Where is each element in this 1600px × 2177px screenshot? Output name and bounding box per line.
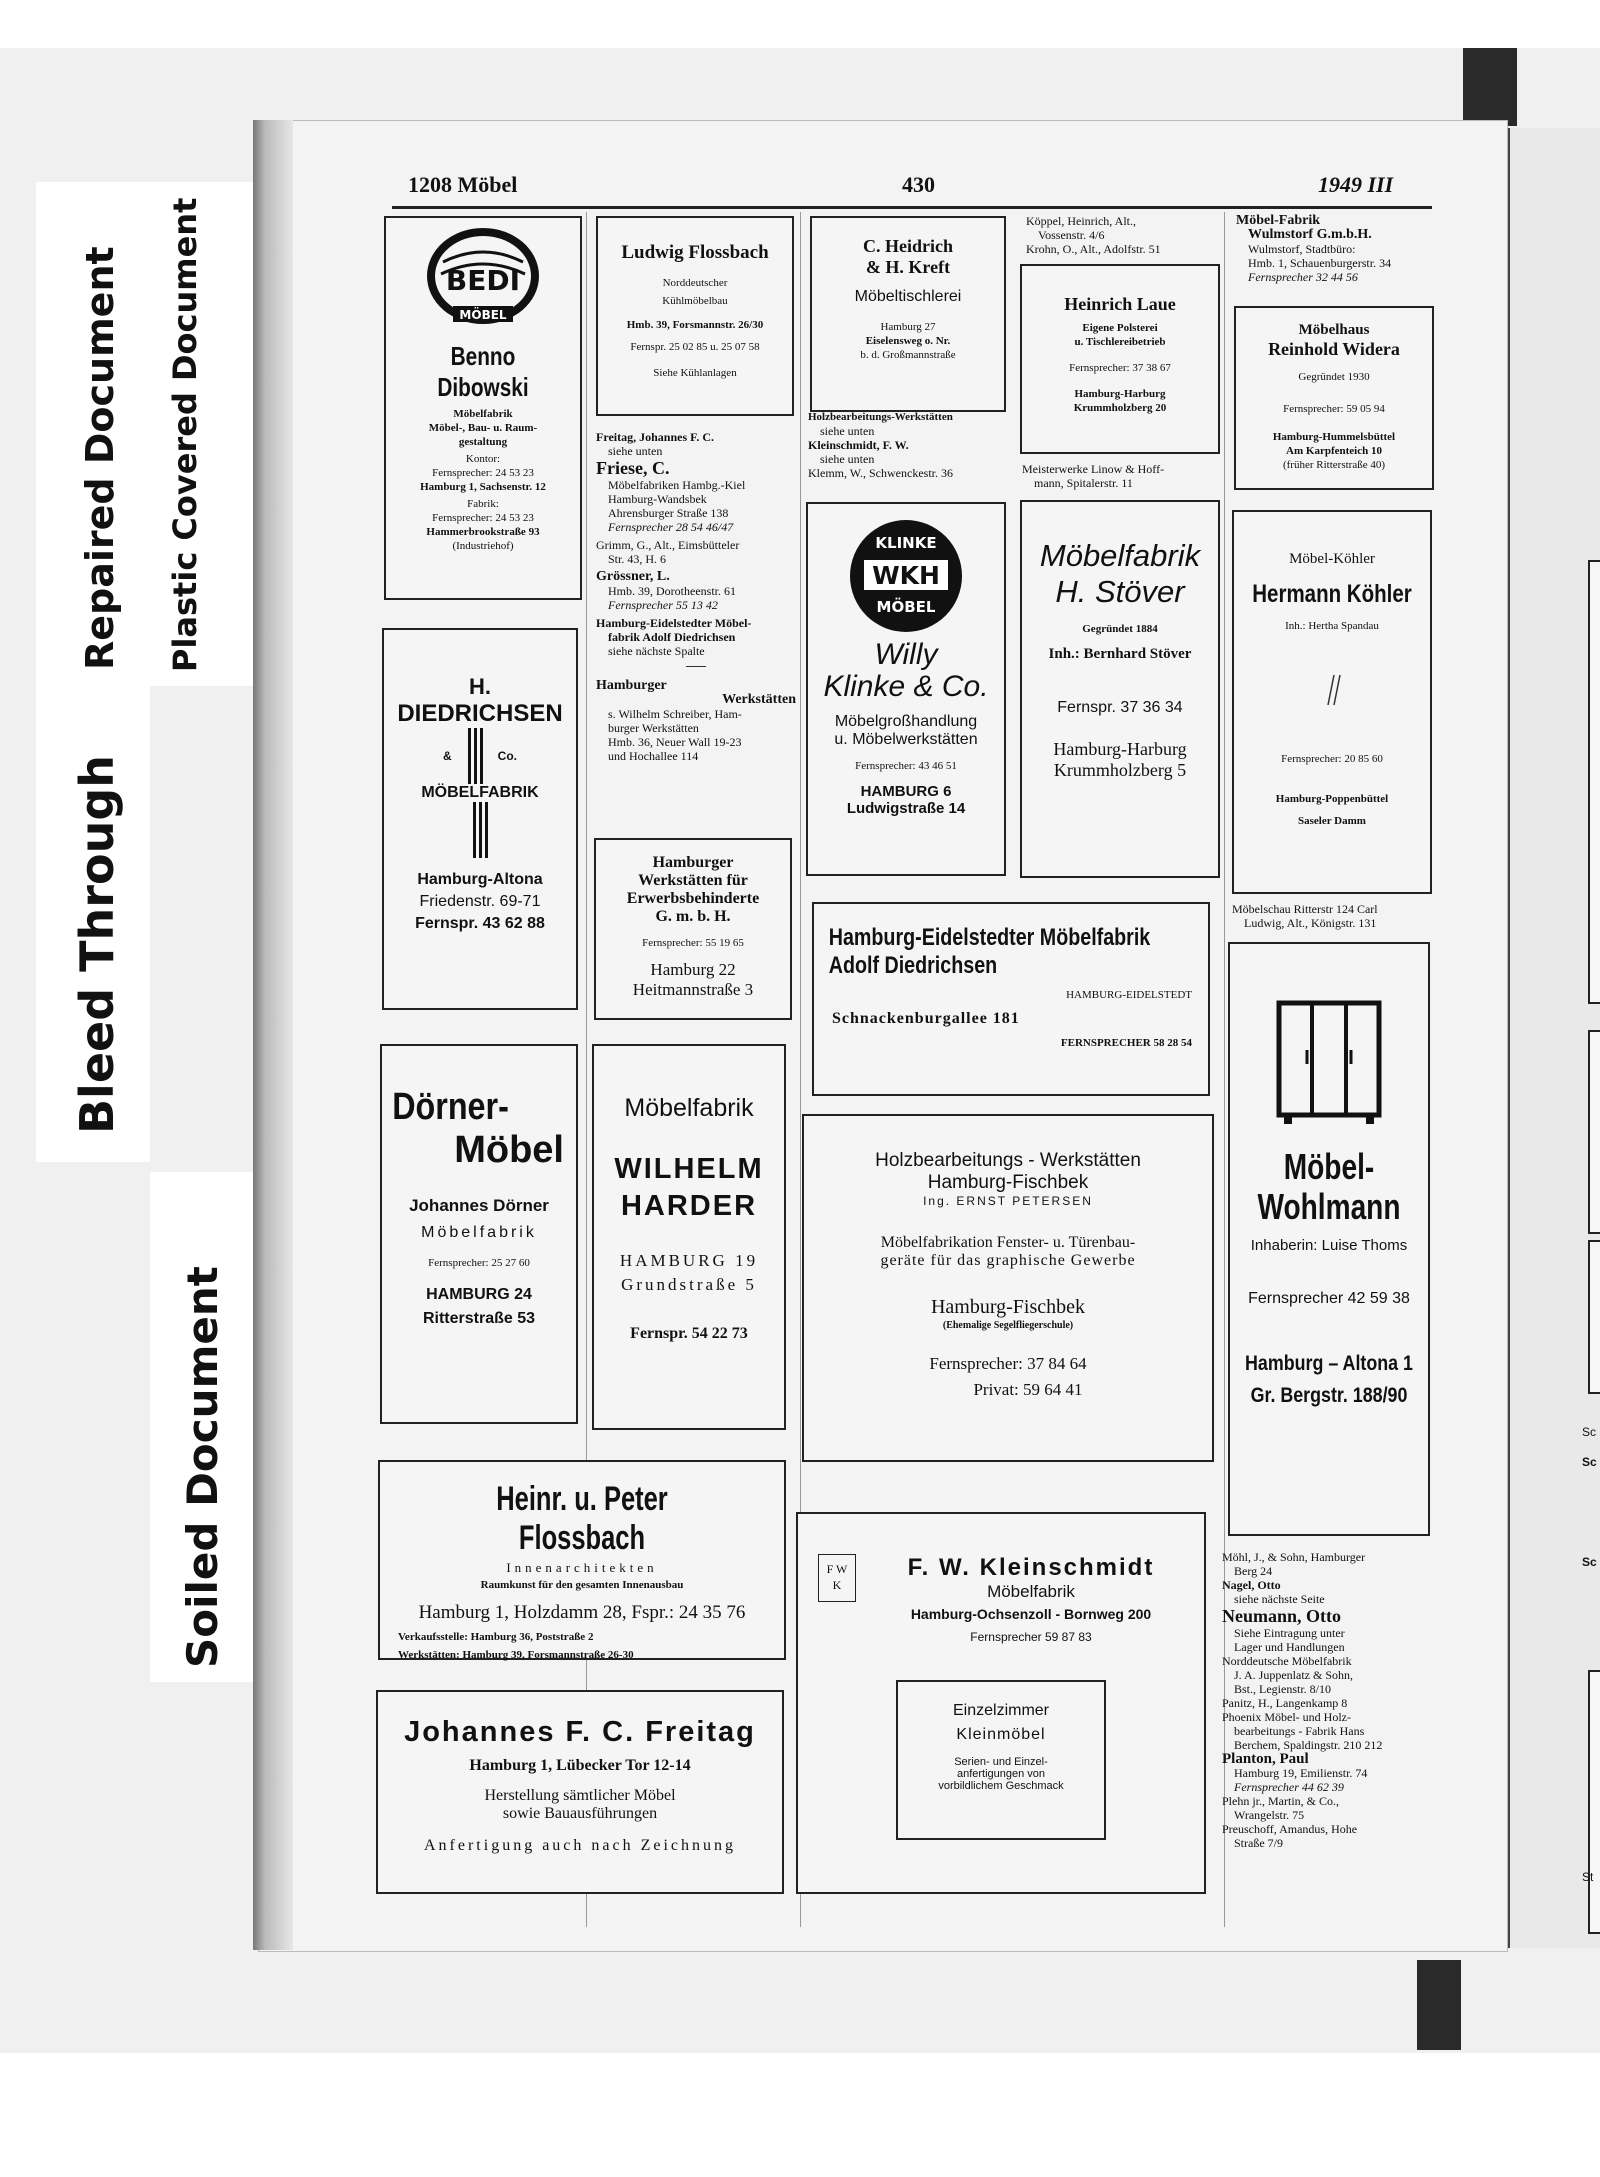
listing-entry: Panitz, H., Langenkamp 8 [1222, 1696, 1348, 1710]
listing-entry: Siehe Eintragung unter [1234, 1626, 1345, 1640]
ad-line: Kleinmöbel [956, 1726, 1046, 1743]
listing-entry: siehe unten [608, 444, 663, 458]
company-name: Heinr. u. Peter Flossbach [496, 1480, 668, 1557]
ad-line: Inhaberin: Luise Thoms [1250, 1237, 1408, 1254]
ad-title: Möbel [454, 1129, 564, 1171]
double-slash-icon [1322, 673, 1342, 707]
listing-entry: J. A. Juppenlatz & Sohn, [1234, 1668, 1353, 1682]
ad-line: Möbelfabrikation Fenster- u. Türenbau- [880, 1234, 1136, 1251]
ad-line: Fernspr. 25 02 85 u. 25 07 58 [630, 341, 760, 353]
ad-line: G. m. b. H. [655, 908, 731, 925]
listing-entry: Hmb. 36, Neuer Wall 19-23 [608, 735, 742, 749]
listing-entry: Freitag, Johannes F. C. [596, 430, 715, 444]
listing-entry: burger Werkstätten [608, 721, 699, 735]
ad-line: H. [469, 674, 491, 699]
scan-top-margin [0, 0, 1600, 48]
ad-line: Hamburg 1, Holzdamm 28, Fspr.: 24 35 76 [418, 1602, 746, 1623]
company-name: Benno Dibowski [437, 341, 529, 402]
listing-entry: Str. 43, H. 6 [608, 552, 667, 566]
header-rule [392, 206, 1432, 209]
directory-listing-wulmstorf [1236, 214, 1436, 284]
line: Hammerbrookstraße 93 [426, 526, 540, 538]
listing-entry: Möbelschau Ritterstr 124 Carl [1232, 902, 1378, 916]
listing-entry: Werkstätten [722, 692, 796, 707]
bedi-logo-text: BEDI [445, 264, 521, 297]
listing-entry: Planton, Paul [1222, 1751, 1309, 1767]
listing-entry: Fernsprecher 44 62 39 [1234, 1780, 1344, 1794]
ad-line: Co. [497, 749, 517, 763]
listing-entry: bearbeitungs - Fabrik Hans [1234, 1724, 1365, 1738]
ad-line: Eigene Polsterei [1082, 322, 1158, 334]
ad-line: Serien- und Einzel- [954, 1756, 1048, 1768]
listing-entry: Hamburg-Wandsbek [608, 492, 707, 506]
listing-entry: Möbel-Fabrik [1236, 213, 1320, 228]
listing-entry: siehe nächste Spalte [608, 644, 705, 658]
listing-entry: Grössner, L. [596, 569, 670, 584]
ad-line: Werkstätten für [638, 872, 748, 889]
company-name: Möbel- [1283, 1146, 1375, 1187]
line: Fabrik: [467, 498, 499, 510]
ad-eidelstedter-moebelfabrik [812, 902, 1210, 1096]
ad-line: Hamburg 1, Lübecker Tor 12-14 [469, 1757, 691, 1774]
bedi-logo-sub: MÖBEL [459, 308, 507, 322]
directory-listing [1022, 462, 1222, 490]
ad-doerner-moebel [380, 1044, 578, 1424]
ad-hermann-koehler [1232, 510, 1432, 894]
ad-line: Hamburg-Ochsenzoll - Bornweg 200 [910, 1606, 1152, 1622]
ad-line: u. Möbelwerkstätten [834, 731, 978, 748]
ad-line: HAMBURG 6 [860, 783, 952, 800]
ad-willy-klinke [806, 502, 1006, 876]
ad-line: Ing. ERNST PETERSEN [923, 1194, 1093, 1208]
ad-line: Friedenstr. 69-71 [419, 893, 541, 910]
ad-line: Möbelfabrik [421, 1224, 537, 1241]
ad-line: Gegründet 1884 [1082, 623, 1158, 635]
listing-entry: Phoenix Möbel- und Holz- [1222, 1710, 1351, 1724]
directory-listing [1222, 1550, 1432, 1850]
directory-listing [1232, 902, 1432, 930]
ad-line: Möbeltischlerei [854, 288, 962, 305]
ad-line: Kühlmöbelbau [662, 295, 728, 307]
listing-entry: Fernsprecher 28 54 46/47 [608, 520, 734, 534]
logo-text: F W [826, 1562, 848, 1576]
ad-benno-dibowski [384, 216, 582, 600]
ad-line: sowie Bauausführungen [502, 1805, 658, 1822]
listing-entry: Preuschoff, Amandus, Hohe [1222, 1822, 1358, 1836]
binding-tab [1463, 48, 1517, 126]
facing-page-text: Sc [1582, 1425, 1597, 1439]
ad-johannes-freitag [376, 1690, 784, 1894]
listing-entry: Vossenstr. 4/6 [1038, 228, 1105, 242]
company-name: WILHELM [614, 1153, 764, 1185]
company-name: Hamburg-Eidelstedter Möbelfabrik [828, 924, 1151, 951]
ad-line: Hmb. 39, Forsmannstr. 26/30 [626, 319, 764, 331]
ad-line: HAMBURG 24 [426, 1286, 532, 1303]
ad-line: vorbildlichem Geschmack [938, 1780, 1064, 1792]
line: Fernsprecher: 24 53 23 [432, 512, 534, 524]
soiled-document-label: Soiled Document [178, 1266, 227, 1668]
ad-heinrich-laue [1020, 264, 1220, 454]
line: Möbel-, Bau- u. Raum- [428, 422, 538, 434]
listing-entry: Hamburg 19, Emilienstr. 74 [1234, 1766, 1368, 1780]
company-name: Hamburg-Fischbek [927, 1172, 1089, 1193]
wkh-logo-mid: WKH [872, 561, 940, 590]
bedi-logo-icon [423, 224, 543, 334]
company-name: Wohlmann [1257, 1186, 1401, 1227]
ad-line: Fernsprecher: 55 19 65 [642, 937, 744, 949]
bleed-through-label: Bleed Through [70, 754, 124, 1134]
pillar-icon [466, 728, 484, 784]
listing-entry: siehe nächste Seite [1234, 1592, 1325, 1606]
listing-entry: Bst., Legienstr. 8/10 [1234, 1682, 1331, 1696]
ad-line: Krummholzberg 5 [1053, 760, 1187, 780]
listing-entry: Köppel, Heinrich, Alt., [1026, 214, 1136, 228]
page-number: 430 [902, 172, 935, 197]
ad-line: anfertigungen von [956, 1768, 1046, 1780]
listing-entry: Ahrensburger Straße 138 [608, 506, 729, 520]
listing-entry: mann, Spitalerstr. 11 [1034, 476, 1133, 490]
company-name: Möbelfabrik [1039, 538, 1201, 573]
ad-line: Innenarchitekten [506, 1560, 658, 1575]
page-header-left: 1208 Möbel [408, 172, 518, 197]
ad-line: Fernsprecher: 25 27 60 [428, 1257, 530, 1269]
listing-entry: Möhl, J., & Sohn, Hamburger [1222, 1550, 1366, 1564]
ad-line: FERNSPRECHER 58 28 54 [1060, 1037, 1192, 1049]
ad-fw-kleinschmidt [796, 1512, 1206, 1894]
company-name: Klinke & Co. [823, 670, 989, 703]
ad-line: Fernsprecher: 37 38 67 [1069, 362, 1171, 374]
listing-entry: Hmb. 39, Dorotheenstr. 61 [608, 584, 736, 598]
listing-entry: siehe unten [820, 424, 875, 438]
ad-line: Werkstätten: Hamburg 39, Forsmannstraße 26-30 [398, 1649, 634, 1661]
ad-line: Möbelfabrik [987, 1582, 1075, 1601]
line: (Industriehof) [452, 540, 514, 552]
company-name: & H. Kreft [865, 257, 951, 277]
ad-line: Fernspr. 43 62 88 [415, 915, 545, 932]
facing-page-text: Sc [1582, 1455, 1597, 1469]
ad-line: (früher Ritterstraße 40) [1282, 459, 1385, 471]
wkh-logo-top: KLINKE [875, 534, 937, 552]
ad-line: Möbel-Köhler [1289, 551, 1375, 567]
company-name: Reinhold Widera [1268, 339, 1400, 359]
ad-inset-box [896, 1680, 1106, 1840]
facing-page [1508, 128, 1600, 1948]
ad-line: Hamburg-Hummelsbüttel [1272, 431, 1396, 443]
ad-line: Privat: 59 64 41 [973, 1380, 1083, 1399]
ad-diedrichsen [382, 628, 578, 1010]
listing-entry: Meisterwerke Linow & Hoff- [1022, 462, 1165, 476]
ad-line: Hamburg-Poppenbüttel [1275, 793, 1389, 805]
ad-line: Inh.: Hertha Spandau [1285, 620, 1379, 632]
ad-line: Hamburg 27 [880, 321, 936, 333]
ad-line: Hamburg – Altona 1 [1245, 1352, 1413, 1375]
listing-entry: fabrik Adolf Diedrichsen [608, 630, 736, 644]
ad-line: (Ehemalige Segelfliegerschule) [942, 1320, 1074, 1331]
company-name: Hermann Köhler [1252, 580, 1412, 608]
ad-heinr-peter-flossbach [378, 1460, 786, 1660]
listing-entry: Krohn, O., Alt., Adolfstr. 51 [1026, 242, 1161, 256]
company-name: HARDER [620, 1190, 758, 1222]
ad-line: Heitmannstraße 3 [632, 980, 754, 999]
listing-entry: Wrangelstr. 75 [1234, 1808, 1305, 1822]
ad-line: Möbelhaus [1298, 322, 1370, 338]
ad-line: Herstellung sämtlicher Möbel [484, 1787, 676, 1804]
listing-entry: Klemm, W., Schwenckestr. 36 [808, 466, 953, 480]
ad-line: Gegründet 1930 [1298, 371, 1370, 383]
ad-line: Raumkunst für den gesamten Innenausbau [480, 1579, 684, 1591]
listing-entry: Hamburger [596, 678, 667, 693]
page-header-right: 1949 III [1318, 172, 1394, 197]
company-name: Willy [874, 638, 938, 671]
directory-listing [1026, 214, 1222, 256]
listing-entry: siehe unten [820, 452, 875, 466]
ad-line: Ritterstraße 53 [422, 1310, 536, 1327]
ad-line: Fernsprecher: 59 05 94 [1283, 403, 1385, 415]
listing-entry: Lager und Handlungen [1234, 1640, 1345, 1654]
facing-page-box [1588, 1030, 1600, 1234]
listing-entry: Fernsprecher 55 13 42 [608, 598, 718, 612]
column-rule [586, 212, 587, 1927]
ad-moebel-wohlmann [1228, 942, 1430, 1536]
page-binding-shadow [253, 120, 293, 1950]
facing-page-text: St [1582, 1870, 1594, 1884]
ad-line: Fernspr. 37 36 34 [1057, 699, 1183, 716]
pillar-icon [471, 802, 489, 858]
plastic-covered-label: Plastic Covered Document [166, 197, 204, 672]
scan-bottom-margin [0, 2053, 1600, 2177]
ad-title: Dörner- [392, 1086, 509, 1128]
ad-line: & [442, 749, 452, 763]
ad-holzbearbeitungs-fischbek [802, 1114, 1214, 1462]
ad-line: Fernsprecher 59 87 83 [970, 1630, 1092, 1644]
listing-entry: Straße 7/9 [1234, 1836, 1283, 1850]
ad-line: Erwerbsbehinderte [626, 890, 760, 907]
ad-line: Verkaufsstelle: Hamburg 36, Poststraße 2 [398, 1631, 594, 1643]
logo-text: K [832, 1578, 842, 1592]
listing-entry: Hamburg-Eidelstedter Möbel- [596, 616, 752, 630]
ad-reinhold-widera [1234, 306, 1434, 490]
ad-line: Fernsprecher: 20 85 60 [1281, 753, 1383, 765]
line: Hamburg 1, Sachsenstr. 12 [420, 481, 546, 493]
directory-listing [808, 410, 1008, 480]
ad-line: Fernsprecher: 43 46 51 [855, 760, 957, 772]
line: gestaltung [458, 436, 508, 448]
listing-entry: Plehn jr., Martin, & Co., [1222, 1794, 1339, 1808]
ad-heidrich-kreft [810, 216, 1006, 412]
directory-listing [596, 430, 796, 763]
ad-wilhelm-harder [592, 1044, 786, 1430]
ad-line: Saseler Damm [1298, 815, 1366, 827]
ad-line: Hamburg-Altona [417, 871, 543, 888]
listing-entry: Holzbearbeitungs-Werkstätten [808, 411, 953, 423]
ad-line: MÖBELFABRIK [421, 784, 539, 801]
listing-entry: Kleinschmidt, F. W. [808, 438, 909, 452]
company-name: Heinrich Laue [1064, 294, 1176, 314]
facing-page-box [1588, 1670, 1600, 1934]
company-name: Holzbearbeitungs - Werkstätten [875, 1150, 1141, 1171]
company-name: Johannes F. C. Freitag [404, 1716, 756, 1748]
ad-line: Einzelzimmer [952, 1702, 1049, 1719]
listing-entry: Norddeutsche Möbelfabrik [1222, 1654, 1352, 1668]
listing-entry: Hmb. 1, Schauenburgerstr. 34 [1248, 256, 1392, 270]
company-name: DIEDRICHSEN [397, 700, 563, 727]
binding-tab [1417, 1960, 1461, 2050]
listing-entry: Ludwig, Alt., Königstr. 131 [1244, 916, 1377, 930]
ad-ludwig-flossbach [596, 216, 794, 416]
ad-line: Hamburg-Harburg [1074, 388, 1166, 400]
ad-line: Norddeutscher [662, 277, 728, 289]
ad-hamburger-werkstaetten [594, 838, 792, 1020]
listing-entry: Wulmstorf G.m.b.H. [1248, 227, 1372, 242]
ad-line: Hamburg-Harburg [1053, 739, 1187, 759]
company-name: Adolf Diedrichsen [828, 952, 998, 979]
ad-line: Grundstraße 5 [621, 1275, 757, 1294]
listing-entry: Berg 24 [1234, 1564, 1273, 1578]
ad-line: Gr. Bergstr. 188/90 [1250, 1384, 1408, 1407]
wkh-logo-bottom: MÖBEL [876, 598, 936, 616]
company-name: F. W. Kleinschmidt [907, 1554, 1155, 1581]
listing-entry: Friese, C. [596, 458, 670, 478]
wardrobe-icon [1276, 1000, 1382, 1126]
company-name: H. Stöver [1055, 574, 1185, 609]
company-name: Ludwig Flossbach [621, 242, 769, 263]
company-name: Johannes Dörner [409, 1196, 549, 1215]
ad-line: Hamburg-Fischbek [930, 1296, 1086, 1318]
ad-line: Inh.: Bernhard Stöver [1048, 646, 1192, 662]
listing-entry: Berchem, Spaldingstr. 210 212 [1234, 1738, 1383, 1752]
ad-line: Fernsprecher: 37 84 64 [929, 1354, 1087, 1373]
ad-line: Hamburger [652, 854, 734, 871]
listing-entry: Fernsprecher 32 44 56 [1248, 270, 1358, 284]
ad-line: Fernspr. 54 22 73 [630, 1325, 748, 1342]
ad-line: Fernsprecher 42 59 38 [1248, 1290, 1410, 1307]
repaired-document-label: Repaired Document [78, 246, 122, 670]
company-name: C. Heidrich [863, 236, 953, 256]
facing-page-box [1588, 1240, 1600, 1394]
listing-entry: Neumann, Otto [1222, 1606, 1342, 1626]
ad-moebelfabrik-stoever [1020, 500, 1220, 878]
listing-entry: und Hochallee 114 [608, 749, 699, 763]
ad-line: Ludwigstraße 14 [846, 800, 966, 817]
ad-line: Siehe Kühlanlagen [653, 367, 737, 379]
facing-page-text: Sc [1582, 1555, 1597, 1569]
ad-line: Anfertigung auch nach Zeichnung [423, 1837, 737, 1854]
ad-line: Schnackenburgallee 181 [832, 1010, 1020, 1027]
listing-entry: Nagel, Otto [1222, 1578, 1281, 1592]
ad-line: geräte für das graphische Gewerbe [880, 1252, 1136, 1269]
line: Fernsprecher: 24 53 23 [432, 467, 534, 479]
wkh-logo-icon [848, 518, 964, 634]
ad-line: u. Tischlereibetrieb [1074, 336, 1166, 348]
ad-line: b. d. Großmannstraße [860, 349, 956, 361]
listing-entry: Möbelfabriken Hambg.-Kiel [608, 478, 746, 492]
ad-line: HAMBURG 19 [619, 1251, 759, 1270]
facing-page-box [1588, 560, 1600, 1004]
listing-divider [686, 666, 706, 667]
fwk-logo-icon [818, 1554, 856, 1602]
ad-line: Möbelgroßhandlung [834, 713, 978, 730]
listing-entry: s. Wilhelm Schreiber, Ham- [608, 707, 742, 721]
ad-line: Am Karpfenteich 10 [1286, 445, 1382, 457]
ad-line: Hamburg 22 [650, 960, 736, 979]
line: Kontor: [465, 453, 501, 465]
line: Möbelfabrik [453, 408, 513, 420]
ad-line: HAMBURG-EIDELSTEDT [1066, 989, 1192, 1001]
listing-entry: Wulmstorf, Stadtbüro: [1248, 242, 1356, 256]
listing-entry: Grimm, G., Alt., Eimsbütteler [596, 538, 740, 552]
ad-line: Möbelfabrik [624, 1094, 754, 1122]
ad-line: Krummholzberg 20 [1073, 402, 1167, 414]
ad-line: Eiselensweg o. Nr. [865, 335, 951, 347]
